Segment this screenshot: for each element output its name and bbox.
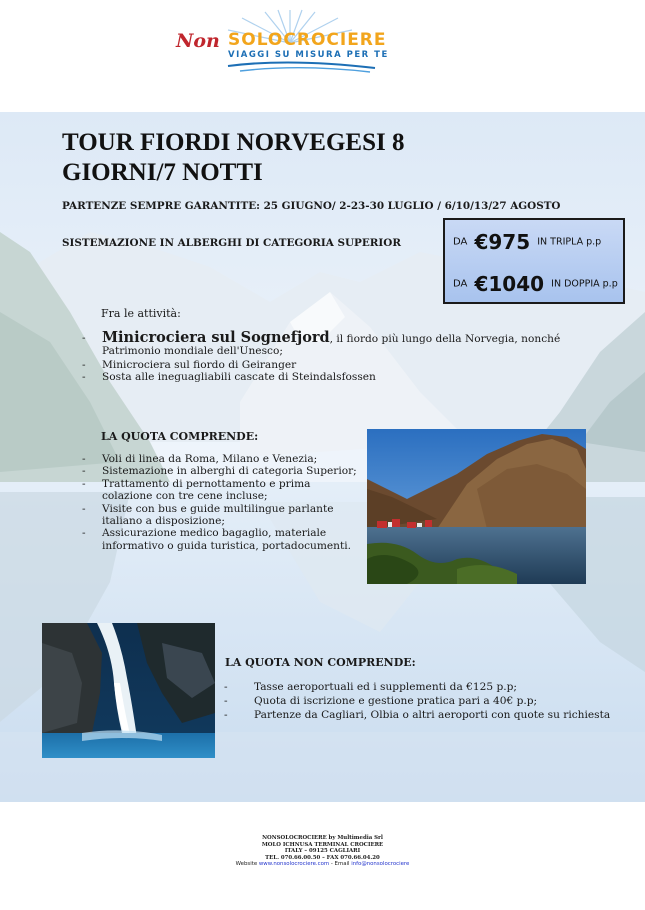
- activity-highlight: Minicrociera sul Sognefjord: [102, 329, 330, 346]
- departures-text: PARTENZE SEMPRE GARANTITE: 25 GIUGNO/ 2-23-30 LUGLIO / 6/10/13/27 AGOSTO: [62, 200, 561, 212]
- list-item: [82, 503, 362, 528]
- activity-text: Sosta alle ineguagliabili cascate di Steindalsfossen: [102, 371, 376, 384]
- list-item: [82, 359, 572, 371]
- list-item: [82, 371, 572, 383]
- price-suffix: IN DOPPIA p.p: [551, 278, 618, 290]
- list-item: [224, 680, 619, 694]
- list-item: [82, 329, 572, 358]
- footer-phone: TEL. 070.66.00.50 – FAX 070.66.04.20: [265, 854, 380, 861]
- list-item: [82, 478, 362, 503]
- bullet-dash: -: [82, 465, 86, 478]
- brand-logo: [170, 8, 410, 78]
- bullet-dash: -: [224, 709, 228, 721]
- footer-company: NONSOLOCROCIERE by Multimedia Srl: [262, 835, 383, 841]
- logo-tagline: VIAGGI SU MISURA PER TE: [228, 50, 389, 60]
- price-double: [453, 272, 618, 296]
- footer-email-label: - Email: [330, 861, 350, 868]
- bullet-dash: -: [82, 332, 86, 344]
- includes-list: [82, 453, 362, 552]
- price-amount: €1040: [474, 272, 545, 296]
- logo-brand: SOLOCROCIERE: [228, 30, 387, 50]
- list-item: [82, 465, 362, 477]
- exclude-text: Quota di iscrizione e gestione pratica pari a 40€ p.p;: [254, 695, 538, 707]
- price-prefix: DA: [453, 236, 468, 248]
- activity-text: Minicrociera sul fiordo di Geiranger: [102, 358, 297, 371]
- activity-text: , il fiordo più lungo della Norvegia, nonché Patrimonio mondiale dell'Unesco;: [102, 333, 561, 358]
- bullet-dash: -: [82, 358, 86, 371]
- include-text: Sistemazione in alberghi di categoria Superior;: [102, 465, 357, 478]
- page-title: TOUR FIORDI NORVEGESI 8 GIORNI/7 NOTTI: [62, 129, 405, 186]
- logo-prefix: Non: [176, 30, 220, 52]
- bullet-dash: -: [224, 695, 228, 707]
- website-link[interactable]: www.nonsolocrociere.com: [258, 861, 330, 868]
- bullet-dash: -: [224, 681, 228, 693]
- include-text: Visite con bus e guide multilingue parlante italiano a disposizione;: [102, 502, 334, 528]
- list-item: [224, 694, 619, 708]
- email-link[interactable]: info@nonsolocrociere: [351, 861, 410, 868]
- include-text: Assicurazione medico bagaglio, materiale informativo o guida turistica, portadocumenti.: [102, 527, 351, 552]
- price-box: [443, 218, 625, 304]
- include-text: Trattamento di pernottamento e prima colazione con tre cene incluse;: [102, 477, 311, 503]
- list-item: [224, 708, 619, 722]
- list-item: [82, 527, 362, 552]
- excludes-list: [224, 680, 619, 722]
- price-suffix: IN TRIPLA p.p: [537, 236, 602, 248]
- price-triple: [453, 230, 601, 254]
- exclude-text: Tasse aeroportuali ed i supplementi da €125 p.p;: [254, 681, 517, 693]
- excludes-heading: LA QUOTA NON COMPRENDE:: [225, 656, 416, 669]
- price-amount: €975: [474, 230, 531, 254]
- footer-contacts: [0, 861, 645, 868]
- footer-address1: MOLO ICHNUSA TERMINAL CROCIERE: [261, 841, 384, 848]
- footer-website-label: Website: [235, 861, 258, 868]
- bullet-dash: -: [82, 453, 86, 465]
- exclude-text: Partenze da Cagliari, Olbia o altri aeroporti con quote su richiesta: [254, 709, 611, 721]
- activities-list: [82, 329, 572, 384]
- footer-address2: ITALY – 09125 CAGLIARI: [284, 848, 361, 855]
- waterfall-photo: [42, 623, 215, 758]
- footer: [0, 835, 645, 868]
- list-item: [82, 453, 362, 465]
- bullet-dash: -: [82, 527, 86, 540]
- includes-heading: LA QUOTA COMPRENDE:: [101, 430, 259, 443]
- bullet-dash: -: [82, 477, 86, 490]
- include-text: Voli di linea da Roma, Milano e Venezia;: [102, 453, 318, 465]
- accommodation-text: SISTEMAZIONE IN ALBERGHI DI CATEGORIA SUPERIOR: [62, 237, 401, 249]
- fjord-village-photo: [367, 429, 586, 584]
- activities-heading: Fra le attività:: [101, 307, 181, 320]
- price-prefix: DA: [453, 278, 468, 290]
- bullet-dash: -: [82, 502, 86, 515]
- bullet-dash: -: [82, 371, 86, 384]
